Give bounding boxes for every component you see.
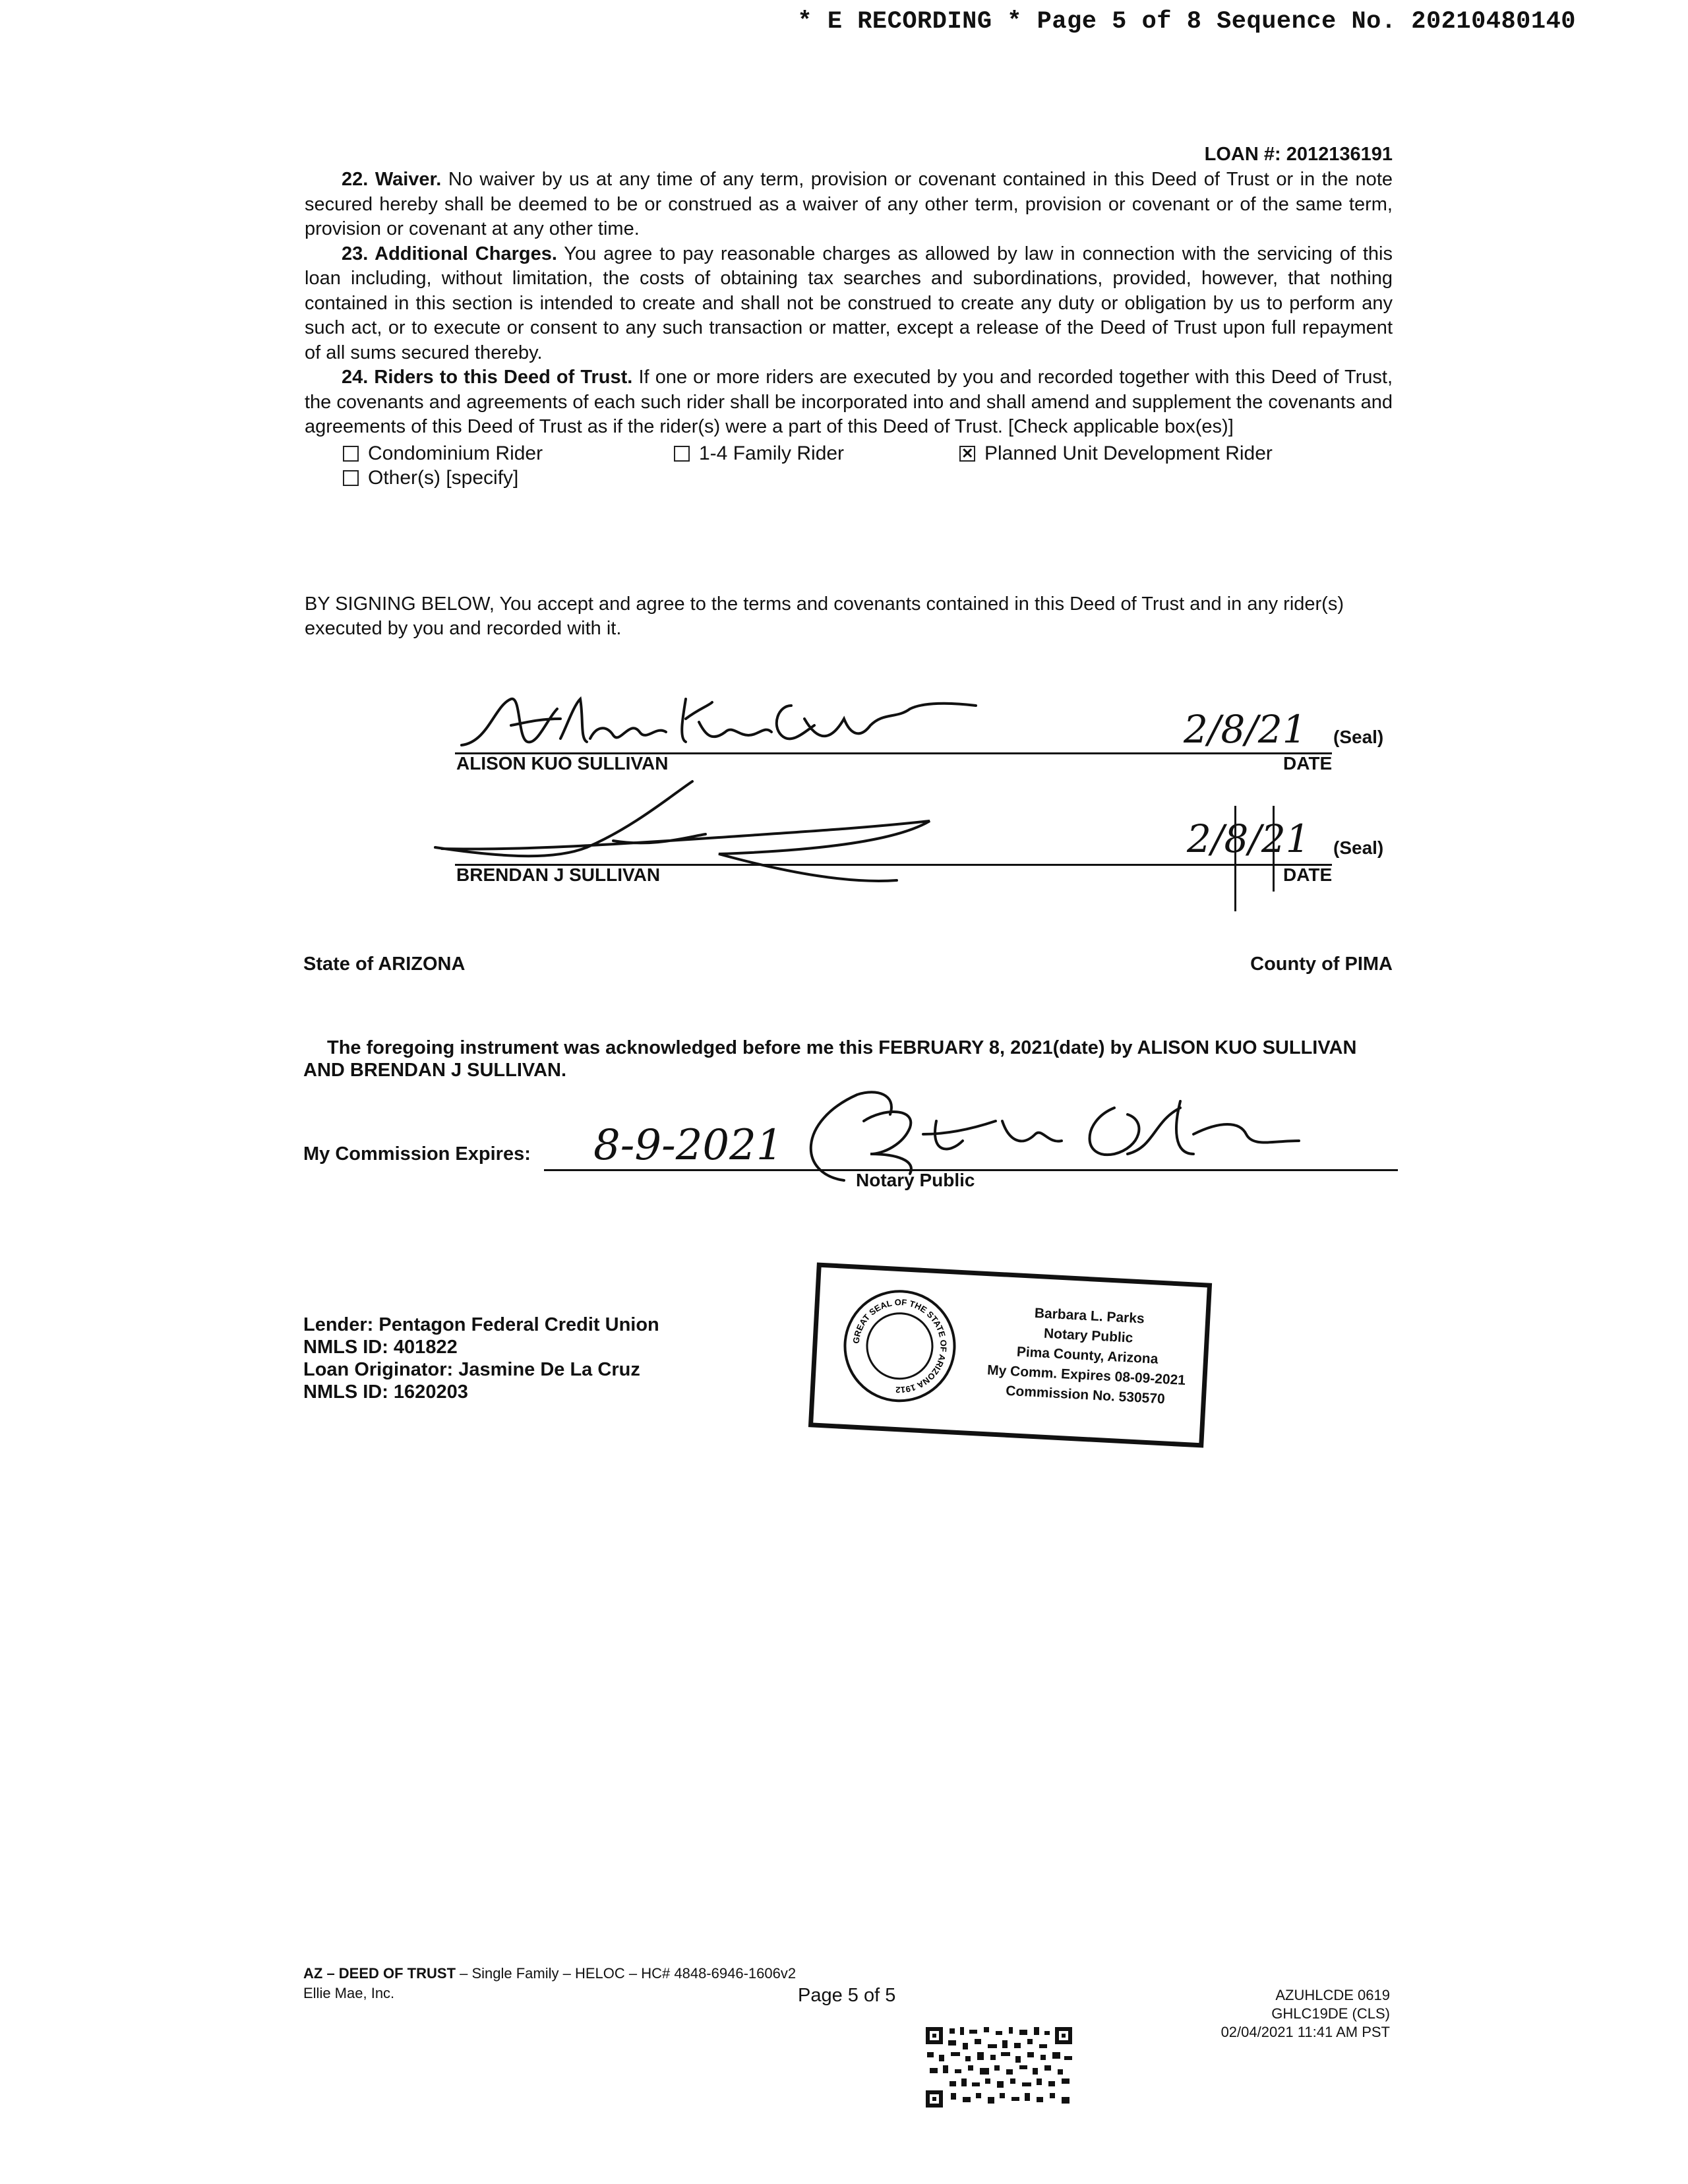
footer-form-title-rest: – Single Family – HELOC – HC# 4848-6946-1606v2 — [456, 1965, 797, 1982]
footer-form-title — [303, 1965, 796, 1982]
notary-stamp — [808, 1262, 1212, 1447]
section-additional-charges — [305, 242, 1393, 366]
footer-page: Page 5 of 5 — [798, 1985, 896, 2006]
acknowledgment-text: The foregoing instrument was acknowledged before me this FEBRUARY 8, 2021(date) by ALISON KUO SULLIVAN AND BRENDAN J SULLIVAN. — [303, 1037, 1357, 1081]
checkbox-label: Condominium Rider — [368, 442, 543, 464]
seal-text: GREAT SEAL OF THE STATE OF ARIZONA 1912 — [851, 1297, 949, 1395]
section-body: If one or more riders are executed by you and recorded together with this Deed of Trust, the covenants and agreements of each such rider shall be incorporated into and shall amend and supplement the covenants and agreements of this Deed of Trust as if the rider(s) were a part of this Deed of Trust. [Check applicable box(es)] — [305, 367, 1393, 437]
state-seal-icon — [841, 1287, 959, 1405]
footer-code-1: AZUHLCDE 0619 — [1275, 1987, 1390, 2003]
date-label-2: DATE — [1283, 864, 1333, 885]
checkbox-label: Planned Unit Development Rider — [984, 442, 1273, 464]
footer-company: Ellie Mae, Inc. — [303, 1985, 395, 2001]
lender-info — [303, 1314, 659, 1403]
section-title: 24. Riders to this Deed of Trust. — [342, 367, 633, 388]
stamp-text — [966, 1300, 1208, 1412]
lender-name: Lender: Pentagon Federal Credit Union — [303, 1314, 659, 1335]
seal-label-2: (Seal) — [1333, 837, 1384, 858]
checkbox-other[interactable] — [343, 470, 359, 486]
state-label: State of ARIZONA — [303, 954, 466, 975]
signer-name-1: ALISON KUO SULLIVAN — [456, 753, 669, 774]
handwritten-date-1: 2/8/21 — [1184, 707, 1307, 752]
section-body: No waiver by us at any time of any term, provision or covenant contained in this Deed of Trust or in the note secured hereby shall be deemed to be or construed as a waiver of any other term, provision or covenant or of the same term, provision or covenant at any other time. — [305, 169, 1393, 239]
date-label-1: DATE — [1283, 753, 1333, 774]
signer-name-2: BRENDAN J SULLIVAN — [456, 864, 661, 885]
section-title: 22. Waiver. — [342, 169, 442, 190]
stamp-commission-no: Commission No. 530570 — [1005, 1383, 1166, 1407]
recording-header: * E RECORDING * Page 5 of 8 Sequence No. 20210480140 — [797, 8, 1576, 36]
footer-code-3: 02/04/2021 11:41 AM PST — [1221, 2024, 1390, 2040]
originator-nmls: NMLS ID: 1620203 — [303, 1381, 468, 1403]
stamp-notary-name: Barbara L. Parks — [1034, 1305, 1145, 1327]
seal-lettering — [843, 1290, 955, 1402]
section-body: You agree to pay reasonable charges as allowed by law in connection with the servicing of this loan including, without limitation, the costs of obtaining tax searches and subordinations, provided, however, that nothing contained in this section is intended to create and shall not be construed to create any duty or obligation by us to perform any such act, or to execute or consent to any such transaction or matter, except a release of the Deed of Trust upon full repayment of all sums secured thereby. — [305, 243, 1393, 363]
barcode-icon — [923, 2024, 1076, 2110]
stamp-county: Pima County, Arizona — [1016, 1344, 1159, 1367]
checkbox-condominium[interactable] — [343, 446, 359, 462]
seal-label-1: (Seal) — [1333, 727, 1384, 747]
handwriting-stroke — [1234, 806, 1236, 911]
loan-originator: Loan Originator: Jasmine De La Cruz — [303, 1359, 640, 1380]
county-label: County of PIMA — [1250, 954, 1393, 975]
rider-planned-unit-development[interactable] — [959, 442, 1273, 465]
rider-condominium[interactable] — [343, 442, 543, 465]
commission-date-handwritten: 8-9-2021 — [593, 1121, 783, 1170]
commission-label: My Commission Expires: — [303, 1143, 531, 1165]
loan-number: LOAN #: 2012136191 — [1204, 144, 1393, 165]
footer-form-title-bold: AZ – DEED OF TRUST — [303, 1965, 456, 1982]
checkbox-planned-unit-development[interactable] — [959, 446, 975, 462]
footer-codes — [1221, 1986, 1390, 2042]
svg-text:GREAT SEAL OF THE STATE OF ARI — [849, 1294, 951, 1397]
rider-1-4-family[interactable] — [674, 442, 844, 465]
section-waiver — [305, 167, 1393, 242]
checkbox-1-4-family[interactable] — [674, 446, 690, 462]
signing-statement: BY SIGNING BELOW, You accept and agree to the terms and covenants contained in this Deed of Trust and in any rider(s) executed by you and recorded with it. — [305, 593, 1344, 639]
section-riders — [305, 365, 1393, 440]
rider-other[interactable] — [343, 467, 518, 489]
section-title: 23. Additional Charges. — [342, 243, 557, 264]
handwritten-date-2: 2/8/21 — [1187, 816, 1310, 861]
checkbox-label: 1-4 Family Rider — [699, 442, 845, 464]
sections-block — [305, 167, 1393, 440]
footer-code-2: GHLC19DE (CLS) — [1271, 2005, 1390, 2022]
notary-public-label: Notary Public — [856, 1170, 975, 1190]
lender-nmls: NMLS ID: 401822 — [303, 1337, 458, 1358]
handwriting-stroke — [1273, 806, 1275, 892]
stamp-title: Notary Public — [1043, 1325, 1133, 1346]
checkbox-label: Other(s) [specify] — [368, 467, 519, 489]
stamp-expiry: My Comm. Expires 08-09-2021 — [986, 1362, 1186, 1388]
